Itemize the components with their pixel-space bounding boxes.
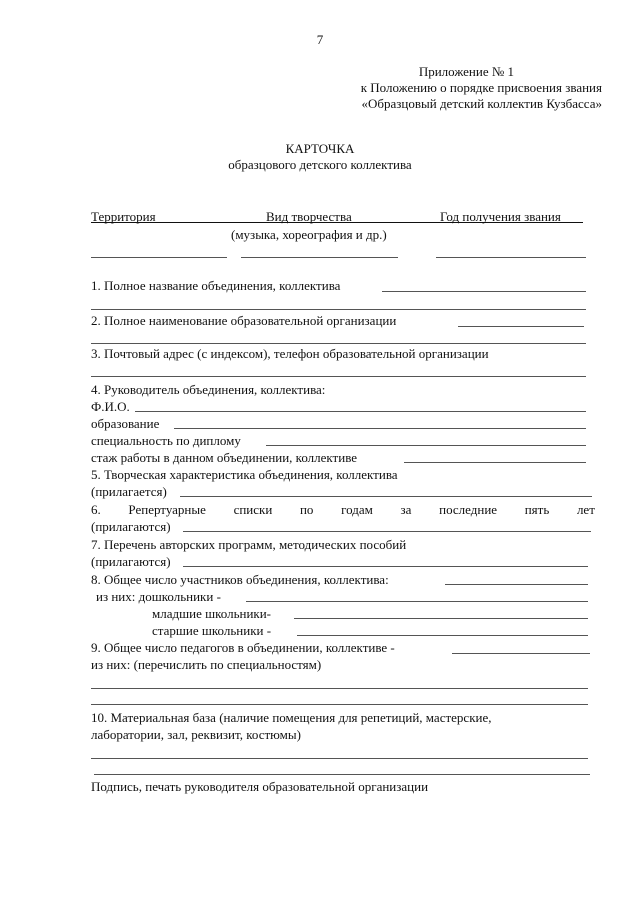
item-6-word: лет <box>576 502 595 517</box>
item-6-label <box>91 502 595 517</box>
item-6-word: за <box>400 502 412 517</box>
item-8-senior-field[interactable] <box>297 635 588 636</box>
item-8-preschool-field[interactable] <box>246 601 588 602</box>
year-field[interactable] <box>436 257 586 258</box>
card-title: КАРТОЧКА <box>285 141 355 156</box>
item-9-field[interactable] <box>452 653 590 654</box>
year-label: Год получения звания <box>440 209 561 224</box>
item-4-fio-field[interactable] <box>135 411 586 412</box>
item-6-word: Репертуарные <box>128 502 206 517</box>
item-6-word: 6. <box>91 502 101 517</box>
item-2-label: 2. Полное наименование образовательной организации <box>91 313 397 328</box>
territory-field[interactable] <box>91 257 227 258</box>
item-8-field[interactable] <box>445 584 588 585</box>
item-7-label: 7. Перечень авторских программ, методических пособий <box>91 537 407 552</box>
item-9-list-label: из них: (перечислить по специальностям) <box>91 657 322 672</box>
item-8-junior-field[interactable] <box>294 618 588 619</box>
item-8-preschool-label: из них: дошкольники - <box>96 589 221 604</box>
card-subtitle: образцового детского коллектива <box>228 157 412 172</box>
item-10-field[interactable] <box>91 758 588 759</box>
item-8-senior-label: старшие школьники - <box>152 623 272 638</box>
item-1-field[interactable] <box>382 291 586 292</box>
item-4-label: 4. Руководитель объединения, коллектива: <box>91 382 326 397</box>
item-9-label: 9. Общее число педагогов в объединении, коллективе - <box>91 640 395 655</box>
appendix-line-2: к Положению о порядке присвоения звания <box>360 80 602 95</box>
item-2-field-2[interactable] <box>91 343 586 344</box>
item-5-field[interactable] <box>180 496 592 497</box>
item-4-education-field[interactable] <box>174 428 586 429</box>
item-8-junior-label: младшие школьники- <box>152 606 272 621</box>
item-4-experience-label: стаж работы в данном объединении, коллективе <box>91 450 358 465</box>
page-number: 7 <box>316 32 324 47</box>
appendix-line-3: «Образцовый детский коллектив Кузбасса» <box>361 96 602 111</box>
item-3-field[interactable] <box>91 376 586 377</box>
item-4-experience-field[interactable] <box>404 462 586 463</box>
item-5-attached: (прилагается) <box>91 484 167 499</box>
item-6-field[interactable] <box>183 531 591 532</box>
item-7-attached: (прилагаются) <box>91 554 171 569</box>
creativity-type-label: Вид творчества <box>266 209 352 224</box>
item-4-education-label: образование <box>91 416 160 431</box>
territory-label: Территория <box>91 209 156 224</box>
item-7-field[interactable] <box>183 566 588 567</box>
item-6-word: пять <box>524 502 550 517</box>
item-6-word: по <box>299 502 314 517</box>
item-4-specialty-label: специальность по диплому <box>91 433 241 448</box>
item-6-word: последние <box>439 502 498 517</box>
item-4-specialty-field[interactable] <box>266 445 586 446</box>
item-1-label: 1. Полное название объединения, коллектива <box>91 278 341 293</box>
item-6-word: годам <box>341 502 373 517</box>
appendix-line-1: Приложение № 1 <box>418 64 514 79</box>
item-10-field-2[interactable] <box>94 774 590 775</box>
creativity-type-field[interactable] <box>241 257 398 258</box>
item-2-field[interactable] <box>458 326 584 327</box>
item-1-field-2[interactable] <box>91 309 586 310</box>
creativity-examples: (музыка, хореография и др.) <box>231 227 387 242</box>
item-6-attached: (прилагаются) <box>91 519 171 534</box>
item-3-label: 3. Почтовый адрес (с индексом), телефон образовательной организации <box>91 346 489 361</box>
item-8-label: 8. Общее число участников объединения, коллектива: <box>91 572 389 587</box>
item-10-label-2: лаборатории, зал, реквизит, костюмы) <box>91 727 301 742</box>
item-4-fio-label: Ф.И.О. <box>91 399 130 414</box>
signature-label: Подпись, печать руководителя образовательной организации <box>91 779 429 794</box>
item-9-list-field[interactable] <box>91 688 588 689</box>
item-5-label: 5. Творческая характеристика объединения, коллектива <box>91 467 398 482</box>
item-6-word: списки <box>233 502 273 517</box>
item-9-list-field-2[interactable] <box>91 704 588 705</box>
item-10-label: 10. Материальная база (наличие помещения для репетиций, мастерские, <box>91 710 492 725</box>
